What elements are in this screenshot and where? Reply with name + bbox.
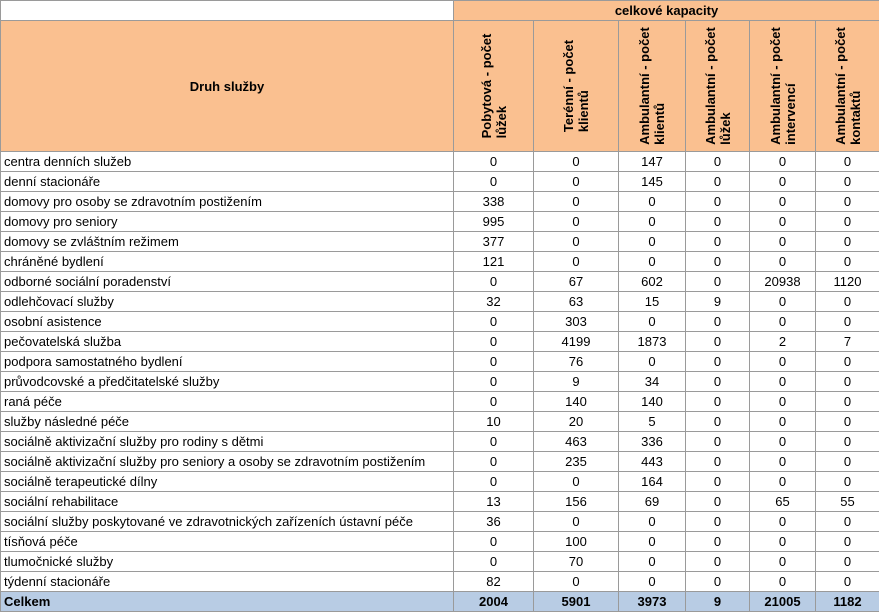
service-name-cell: osobní asistence <box>1 312 454 332</box>
table-row <box>1 472 879 492</box>
service-name-cell: pečovatelská služba <box>1 332 454 352</box>
capacity-value-cell: 0 <box>686 172 750 192</box>
capacity-value-cell: 0 <box>454 532 534 552</box>
capacity-value-cell: 140 <box>534 392 619 412</box>
capacity-value-cell: 10 <box>454 412 534 432</box>
service-name-cell: raná péče <box>1 392 454 412</box>
service-name-cell: domovy pro seniory <box>1 212 454 232</box>
capacity-value-cell: 0 <box>454 452 534 472</box>
capacity-value-cell: 0 <box>534 512 619 532</box>
capacity-value-cell: 0 <box>534 572 619 592</box>
capacity-value-cell: 0 <box>750 172 816 192</box>
capacity-value-cell: 0 <box>686 332 750 352</box>
total-cell: 1182 <box>816 592 879 612</box>
capacity-value-cell: 1120 <box>816 272 879 292</box>
capacity-value-cell: 0 <box>816 252 879 272</box>
capacity-value-cell: 0 <box>454 172 534 192</box>
capacity-value-cell: 0 <box>686 372 750 392</box>
capacity-value-cell: 67 <box>534 272 619 292</box>
capacity-value-cell: 65 <box>750 492 816 512</box>
capacity-value-cell: 0 <box>619 232 686 252</box>
col-header-outpatient-beds: Ambulantní - počet lůžek <box>686 21 750 152</box>
capacity-value-cell: 338 <box>454 192 534 212</box>
capacity-value-cell: 9 <box>534 372 619 392</box>
capacity-value-cell: 0 <box>750 292 816 312</box>
service-name-cell: domovy se zvláštním režimem <box>1 232 454 252</box>
capacity-value-cell: 0 <box>619 352 686 372</box>
capacity-value-cell: 0 <box>454 152 534 172</box>
col-header-field-clients: Terénní - počet klientů <box>534 21 619 152</box>
capacity-value-cell: 0 <box>816 432 879 452</box>
service-name-cell: sociálně aktivizační služby pro seniory a osoby se zdravotním postižením <box>1 452 454 472</box>
capacity-value-cell: 0 <box>454 552 534 572</box>
service-name-cell: sociálně aktivizační služby pro rodiny s dětmi <box>1 432 454 452</box>
capacity-value-cell: 2 <box>750 332 816 352</box>
capacity-value-cell: 0 <box>454 272 534 292</box>
capacity-value-cell: 443 <box>619 452 686 472</box>
capacity-value-cell: 63 <box>534 292 619 312</box>
capacity-value-cell: 20938 <box>750 272 816 292</box>
capacity-value-cell: 15 <box>619 292 686 312</box>
capacity-value-cell: 0 <box>686 452 750 472</box>
service-name-cell: centra denních služeb <box>1 152 454 172</box>
table-row <box>1 412 879 432</box>
capacity-value-cell: 0 <box>619 532 686 552</box>
capacity-value-cell: 0 <box>454 372 534 392</box>
service-name-cell: týdenní stacionáře <box>1 572 454 592</box>
capacity-value-cell: 0 <box>686 472 750 492</box>
col-header-outpatient-contacts: Ambulantní - počet kontaktů <box>816 21 879 152</box>
capacity-value-cell: 0 <box>816 192 879 212</box>
capacity-value-cell: 0 <box>686 392 750 412</box>
table-row <box>1 532 879 552</box>
capacity-value-cell: 0 <box>686 232 750 252</box>
table-row <box>1 452 879 472</box>
capacity-value-cell: 0 <box>816 472 879 492</box>
capacity-value-cell: 0 <box>816 452 879 472</box>
capacity-value-cell: 0 <box>816 152 879 172</box>
capacity-value-cell: 0 <box>686 572 750 592</box>
capacity-value-cell: 0 <box>816 172 879 192</box>
capacity-value-cell: 0 <box>686 412 750 432</box>
table-row <box>1 512 879 532</box>
capacity-value-cell: 0 <box>454 312 534 332</box>
capacity-value-cell: 0 <box>750 432 816 452</box>
capacity-value-cell: 0 <box>750 252 816 272</box>
total-cell: 21005 <box>750 592 816 612</box>
capacity-value-cell: 0 <box>619 512 686 532</box>
service-name-cell: domovy pro osoby se zdravotním postižením <box>1 192 454 212</box>
total-label: Celkem <box>1 592 454 612</box>
capacity-value-cell: 995 <box>454 212 534 232</box>
table-row <box>1 192 879 212</box>
service-name-cell: služby následné péče <box>1 412 454 432</box>
capacity-value-cell: 0 <box>750 212 816 232</box>
capacity-value-cell: 4199 <box>534 332 619 352</box>
capacity-value-cell: 1873 <box>619 332 686 352</box>
capacity-value-cell: 156 <box>534 492 619 512</box>
capacity-value-cell: 0 <box>686 432 750 452</box>
table-row <box>1 392 879 412</box>
service-name-cell: chráněné bydlení <box>1 252 454 272</box>
capacity-value-cell: 82 <box>454 572 534 592</box>
capacity-value-cell: 0 <box>686 512 750 532</box>
col-header-outpatient-clients: Ambulantní - počet klientů <box>619 21 686 152</box>
capacity-value-cell: 0 <box>750 532 816 552</box>
capacity-value-cell: 0 <box>750 232 816 252</box>
table-row <box>1 152 879 172</box>
service-name-cell: průvodcovské a předčitatelské služby <box>1 372 454 392</box>
capacity-value-cell: 100 <box>534 532 619 552</box>
service-name-cell: sociální rehabilitace <box>1 492 454 512</box>
capacity-value-cell: 0 <box>816 552 879 572</box>
table-row <box>1 312 879 332</box>
capacity-value-cell: 0 <box>750 572 816 592</box>
capacity-value-cell: 0 <box>534 212 619 232</box>
col-header-outpatient-interventions: Ambulantní - počet intervencí <box>750 21 816 152</box>
capacity-value-cell: 235 <box>534 452 619 472</box>
capacity-value-cell: 0 <box>686 272 750 292</box>
table-row <box>1 492 879 512</box>
capacity-value-cell: 0 <box>750 312 816 332</box>
capacity-value-cell: 0 <box>816 512 879 532</box>
col-header-residential-beds: Pobytová - počet lůžek <box>454 21 534 152</box>
capacity-value-cell: 0 <box>816 532 879 552</box>
capacity-value-cell: 0 <box>816 212 879 232</box>
capacity-value-cell: 0 <box>750 192 816 212</box>
capacity-value-cell: 463 <box>534 432 619 452</box>
capacity-value-cell: 34 <box>619 372 686 392</box>
capacity-value-cell: 377 <box>454 232 534 252</box>
table-row <box>1 172 879 192</box>
capacity-value-cell: 0 <box>816 392 879 412</box>
capacity-value-cell: 70 <box>534 552 619 572</box>
capacity-value-cell: 36 <box>454 512 534 532</box>
capacity-value-cell: 602 <box>619 272 686 292</box>
header-blank-cell <box>1 1 454 21</box>
capacity-value-cell: 303 <box>534 312 619 332</box>
capacity-value-cell: 0 <box>750 472 816 492</box>
capacity-value-cell: 0 <box>750 512 816 532</box>
capacity-value-cell: 0 <box>750 372 816 392</box>
capacity-value-cell: 0 <box>686 212 750 232</box>
capacity-value-cell: 0 <box>619 252 686 272</box>
capacity-value-cell: 0 <box>816 292 879 312</box>
service-name-cell: podpora samostatného bydlení <box>1 352 454 372</box>
capacity-value-cell: 0 <box>750 412 816 432</box>
service-name-cell: denní stacionáře <box>1 172 454 192</box>
capacity-value-cell: 336 <box>619 432 686 452</box>
capacity-value-cell: 0 <box>750 552 816 572</box>
total-cell: 2004 <box>454 592 534 612</box>
capacity-value-cell: 55 <box>816 492 879 512</box>
service-name-cell: sociální služby poskytované ve zdravotnických zařízeních ústavní péče <box>1 512 454 532</box>
capacity-value-cell: 0 <box>534 192 619 212</box>
capacity-value-cell: 147 <box>619 152 686 172</box>
capacity-value-cell: 0 <box>686 152 750 172</box>
capacity-value-cell: 121 <box>454 252 534 272</box>
table-row <box>1 372 879 392</box>
capacity-value-cell: 0 <box>816 372 879 392</box>
capacity-value-cell: 32 <box>454 292 534 312</box>
capacity-value-cell: 0 <box>686 252 750 272</box>
capacity-value-cell: 76 <box>534 352 619 372</box>
service-name-cell: sociálně terapeutické dílny <box>1 472 454 492</box>
capacity-value-cell: 0 <box>816 312 879 332</box>
capacity-value-cell: 0 <box>534 232 619 252</box>
capacity-value-cell: 0 <box>816 412 879 432</box>
capacity-value-cell: 140 <box>619 392 686 412</box>
capacity-value-cell: 0 <box>454 332 534 352</box>
capacity-value-cell: 0 <box>816 352 879 372</box>
service-name-cell: odborné sociální poradenství <box>1 272 454 292</box>
total-cell: 3973 <box>619 592 686 612</box>
capacity-value-cell: 0 <box>686 552 750 572</box>
capacity-value-cell: 9 <box>686 292 750 312</box>
capacity-value-cell: 0 <box>619 192 686 212</box>
capacity-value-cell: 145 <box>619 172 686 192</box>
capacity-value-cell: 0 <box>619 212 686 232</box>
capacity-value-cell: 0 <box>454 392 534 412</box>
capacity-value-cell: 0 <box>686 192 750 212</box>
service-name-cell: odlehčovací služby <box>1 292 454 312</box>
table-row <box>1 332 879 352</box>
capacity-value-cell: 0 <box>750 152 816 172</box>
table-row <box>1 352 879 372</box>
capacity-value-cell: 0 <box>619 312 686 332</box>
capacity-value-cell: 0 <box>686 352 750 372</box>
total-cell: 9 <box>686 592 750 612</box>
capacity-value-cell: 0 <box>534 252 619 272</box>
capacity-value-cell: 0 <box>686 532 750 552</box>
capacity-value-cell: 0 <box>816 232 879 252</box>
capacity-value-cell: 0 <box>534 172 619 192</box>
table-row <box>1 552 879 572</box>
capacity-value-cell: 5 <box>619 412 686 432</box>
table-row <box>1 252 879 272</box>
capacity-group-header: celkové kapacity <box>454 1 879 21</box>
capacity-value-cell: 0 <box>534 472 619 492</box>
total-cell: 5901 <box>534 592 619 612</box>
capacity-value-cell: 0 <box>619 552 686 572</box>
service-name-cell: tísňová péče <box>1 532 454 552</box>
table-row <box>1 572 879 592</box>
capacity-value-cell: 0 <box>534 152 619 172</box>
capacity-value-cell: 0 <box>454 432 534 452</box>
capacity-value-cell: 164 <box>619 472 686 492</box>
table-row <box>1 292 879 312</box>
capacity-value-cell: 0 <box>454 352 534 372</box>
capacity-value-cell: 7 <box>816 332 879 352</box>
capacity-value-cell: 0 <box>750 392 816 412</box>
capacity-value-cell: 13 <box>454 492 534 512</box>
table-row <box>1 212 879 232</box>
capacity-value-cell: 0 <box>686 492 750 512</box>
capacity-value-cell: 0 <box>816 572 879 592</box>
capacity-value-cell: 0 <box>454 472 534 492</box>
total-row <box>1 592 879 612</box>
capacity-value-cell: 69 <box>619 492 686 512</box>
capacity-value-cell: 0 <box>619 572 686 592</box>
table-row <box>1 232 879 252</box>
capacity-value-cell: 0 <box>686 312 750 332</box>
capacity-value-cell: 20 <box>534 412 619 432</box>
service-type-header: Druh služby <box>1 21 454 152</box>
service-name-cell: tlumočnické služby <box>1 552 454 572</box>
capacity-value-cell: 0 <box>750 452 816 472</box>
table-row <box>1 432 879 452</box>
table-row <box>1 272 879 292</box>
capacity-value-cell: 0 <box>750 352 816 372</box>
table-body <box>1 152 879 592</box>
